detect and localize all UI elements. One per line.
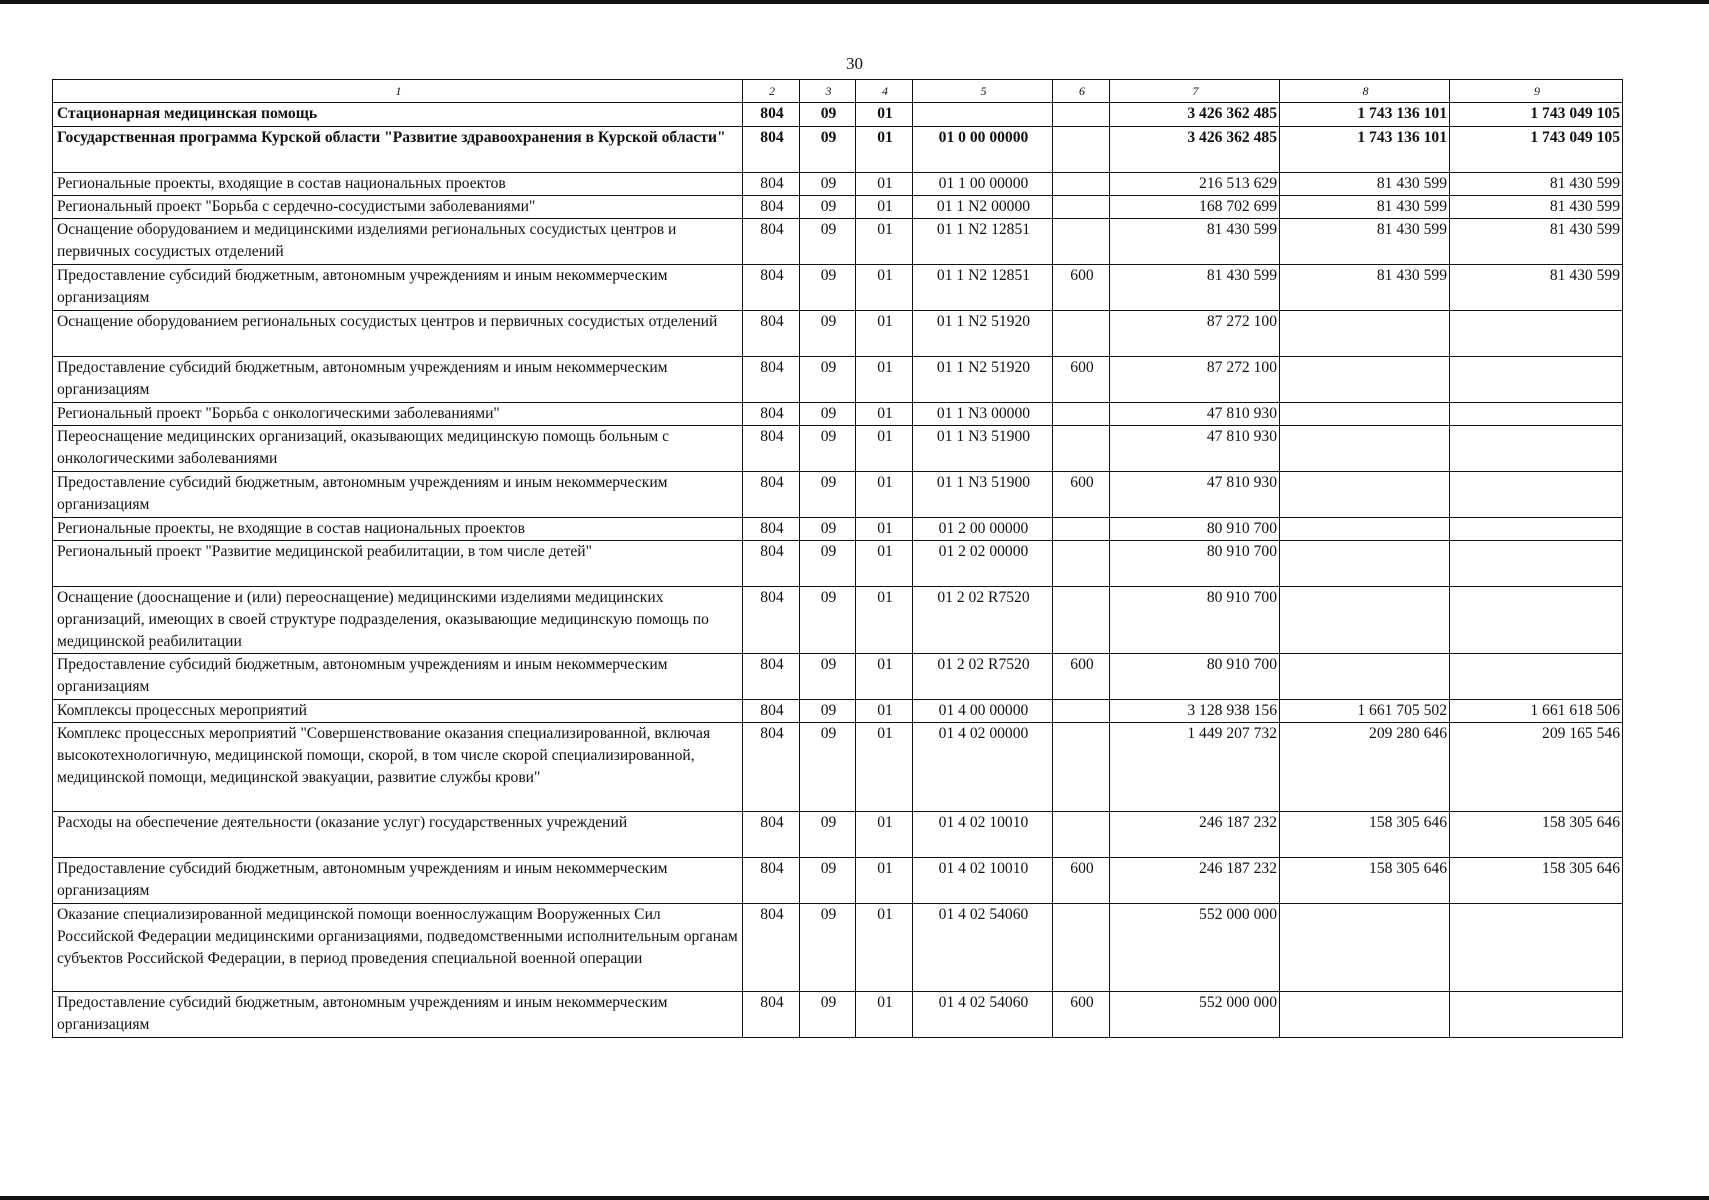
table-row xyxy=(53,196,1623,219)
column-number: 9 xyxy=(1450,80,1623,103)
amount-col7: 1 449 207 732 xyxy=(1110,723,1280,812)
table-row xyxy=(53,587,1623,654)
amount-col9: 1 661 618 506 xyxy=(1450,700,1623,723)
row-name: Государственная программа Курской области "Развитие здравоохранения в Курской области" xyxy=(53,127,743,173)
subsection-code: 01 xyxy=(856,472,913,518)
row-name: Региональный проект "Развитие медицинской реабилитации, в том числе детей" xyxy=(53,541,743,587)
amount-col8: 158 305 646 xyxy=(1280,812,1450,858)
section-code: 09 xyxy=(800,904,856,992)
column-number-row xyxy=(53,80,1623,103)
grbs-code: 804 xyxy=(743,196,800,219)
section-code: 09 xyxy=(800,992,856,1038)
amount-col7: 246 187 232 xyxy=(1110,858,1280,904)
amount-col8: 1 661 705 502 xyxy=(1280,700,1450,723)
expense-type-code xyxy=(1053,700,1110,723)
amount-col7: 80 910 700 xyxy=(1110,654,1280,700)
grbs-code: 804 xyxy=(743,812,800,858)
table-row xyxy=(53,103,1623,127)
subsection-code: 01 xyxy=(856,904,913,992)
target-article-code: 01 4 02 10010 xyxy=(913,812,1053,858)
amount-col7: 216 513 629 xyxy=(1110,173,1280,196)
expense-type-code xyxy=(1053,403,1110,426)
amount-col9 xyxy=(1450,403,1623,426)
grbs-code: 804 xyxy=(743,700,800,723)
amount-col9: 81 430 599 xyxy=(1450,265,1623,311)
subsection-code: 01 xyxy=(856,992,913,1038)
expense-type-code xyxy=(1053,311,1110,357)
table-row xyxy=(53,173,1623,196)
table-row xyxy=(53,541,1623,587)
expense-type-code: 600 xyxy=(1053,357,1110,403)
column-number: 6 xyxy=(1053,80,1110,103)
amount-col7: 80 910 700 xyxy=(1110,541,1280,587)
amount-col7: 552 000 000 xyxy=(1110,904,1280,992)
amount-col8 xyxy=(1280,587,1450,654)
subsection-code: 01 xyxy=(856,196,913,219)
row-name: Расходы на обеспечение деятельности (оказание услуг) государственных учреждений xyxy=(53,812,743,858)
grbs-code: 804 xyxy=(743,904,800,992)
amount-col9 xyxy=(1450,992,1623,1038)
subsection-code: 01 xyxy=(856,723,913,812)
amount-col7: 552 000 000 xyxy=(1110,992,1280,1038)
amount-col8 xyxy=(1280,403,1450,426)
row-name: Региональный проект "Борьба с онкологическими заболеваниями" xyxy=(53,403,743,426)
expense-type-code xyxy=(1053,904,1110,992)
column-number: 8 xyxy=(1280,80,1450,103)
target-article-code: 01 1 N3 51900 xyxy=(913,426,1053,472)
row-name: Стационарная медицинская помощь xyxy=(53,103,743,127)
page-number: 30 xyxy=(846,54,863,73)
table-row xyxy=(53,472,1623,518)
row-name: Предоставление субсидий бюджетным, автономным учреждениям и иным некоммерческим организациям xyxy=(53,654,743,700)
grbs-code: 804 xyxy=(743,992,800,1038)
amount-col8: 158 305 646 xyxy=(1280,858,1450,904)
amount-col8 xyxy=(1280,426,1450,472)
table-row xyxy=(53,403,1623,426)
grbs-code: 804 xyxy=(743,518,800,541)
expense-type-code xyxy=(1053,518,1110,541)
section-code: 09 xyxy=(800,196,856,219)
expense-type-code xyxy=(1053,426,1110,472)
grbs-code: 804 xyxy=(743,103,800,127)
expense-type-code xyxy=(1053,812,1110,858)
table-row xyxy=(53,219,1623,265)
section-code: 09 xyxy=(800,472,856,518)
section-code: 09 xyxy=(800,858,856,904)
row-name: Оказание специализированной медицинской помощи военнослужащим Вооруженных Сил Российской Федерации медицинскими организациями, подведомственными исполнительным органам субъектов Российской Федерации, в период проведения специальной военной операции xyxy=(53,904,743,992)
subsection-code: 01 xyxy=(856,654,913,700)
row-name: Предоставление субсидий бюджетным, автономным учреждениям и иным некоммерческим организациям xyxy=(53,265,743,311)
section-code: 09 xyxy=(800,311,856,357)
expense-type-code: 600 xyxy=(1053,472,1110,518)
subsection-code: 01 xyxy=(856,403,913,426)
target-article-code: 01 4 02 54060 xyxy=(913,992,1053,1038)
section-code: 09 xyxy=(800,219,856,265)
table-row xyxy=(53,858,1623,904)
column-number: 1 xyxy=(53,80,743,103)
amount-col8 xyxy=(1280,992,1450,1038)
table-row xyxy=(53,265,1623,311)
section-code: 09 xyxy=(800,403,856,426)
amount-col7: 47 810 930 xyxy=(1110,472,1280,518)
target-article-code: 01 4 00 00000 xyxy=(913,700,1053,723)
expense-type-code: 600 xyxy=(1053,992,1110,1038)
subsection-code: 01 xyxy=(856,127,913,173)
row-name: Оснащение оборудованием региональных сосудистых центров и первичных сосудистых отделений xyxy=(53,311,743,357)
section-code: 09 xyxy=(800,541,856,587)
amount-col8: 81 430 599 xyxy=(1280,196,1450,219)
target-article-code: 01 1 N2 12851 xyxy=(913,265,1053,311)
scan-border-bottom xyxy=(0,1196,1709,1200)
expense-type-code xyxy=(1053,219,1110,265)
expense-type-code xyxy=(1053,587,1110,654)
grbs-code: 804 xyxy=(743,173,800,196)
target-article-code: 01 1 N2 51920 xyxy=(913,357,1053,403)
amount-col7: 87 272 100 xyxy=(1110,357,1280,403)
amount-col8 xyxy=(1280,654,1450,700)
table-row xyxy=(53,127,1623,173)
grbs-code: 804 xyxy=(743,426,800,472)
table-row xyxy=(53,357,1623,403)
subsection-code: 01 xyxy=(856,700,913,723)
row-name: Предоставление субсидий бюджетным, автономным учреждениям и иным некоммерческим организациям xyxy=(53,858,743,904)
table-row xyxy=(53,812,1623,858)
table-row xyxy=(53,992,1623,1038)
section-code: 09 xyxy=(800,723,856,812)
amount-col7: 81 430 599 xyxy=(1110,265,1280,311)
amount-col9 xyxy=(1450,541,1623,587)
amount-col9 xyxy=(1450,587,1623,654)
row-name: Региональный проект "Борьба с сердечно-сосудистыми заболеваниями" xyxy=(53,196,743,219)
amount-col8 xyxy=(1280,357,1450,403)
row-name: Комплекс процессных мероприятий "Совершенствование оказания специализированной, включая высокотехнологичную, медицинской помощи, скорой, в том числе скорой специализированной, медицинской помощи, медицинской эвакуации, развитие службы крови" xyxy=(53,723,743,812)
subsection-code: 01 xyxy=(856,311,913,357)
amount-col9 xyxy=(1450,904,1623,992)
row-name: Комплексы процессных мероприятий xyxy=(53,700,743,723)
table-row xyxy=(53,426,1623,472)
amount-col8 xyxy=(1280,518,1450,541)
amount-col9: 1 743 049 105 xyxy=(1450,127,1623,173)
grbs-code: 804 xyxy=(743,654,800,700)
amount-col9: 1 743 049 105 xyxy=(1450,103,1623,127)
expense-type-code xyxy=(1053,127,1110,173)
amount-col9: 158 305 646 xyxy=(1450,858,1623,904)
amount-col8: 81 430 599 xyxy=(1280,219,1450,265)
amount-col9: 209 165 546 xyxy=(1450,723,1623,812)
grbs-code: 804 xyxy=(743,265,800,311)
grbs-code: 804 xyxy=(743,541,800,587)
amount-col8 xyxy=(1280,311,1450,357)
amount-col9: 158 305 646 xyxy=(1450,812,1623,858)
section-code: 09 xyxy=(800,812,856,858)
subsection-code: 01 xyxy=(856,587,913,654)
subsection-code: 01 xyxy=(856,858,913,904)
amount-col8 xyxy=(1280,541,1450,587)
amount-col9 xyxy=(1450,426,1623,472)
expense-type-code xyxy=(1053,173,1110,196)
section-code: 09 xyxy=(800,700,856,723)
amount-col8 xyxy=(1280,472,1450,518)
section-code: 09 xyxy=(800,587,856,654)
target-article-code: 01 2 02 00000 xyxy=(913,541,1053,587)
grbs-code: 804 xyxy=(743,127,800,173)
amount-col8: 1 743 136 101 xyxy=(1280,127,1450,173)
target-article-code: 01 0 00 00000 xyxy=(913,127,1053,173)
amount-col7: 80 910 700 xyxy=(1110,587,1280,654)
target-article-code: 01 2 00 00000 xyxy=(913,518,1053,541)
target-article-code: 01 2 02 R7520 xyxy=(913,587,1053,654)
expense-type-code xyxy=(1053,103,1110,127)
row-name: Предоставление субсидий бюджетным, автономным учреждениям и иным некоммерческим организациям xyxy=(53,472,743,518)
amount-col7: 87 272 100 xyxy=(1110,311,1280,357)
table-row xyxy=(53,654,1623,700)
target-article-code: 01 1 N2 12851 xyxy=(913,219,1053,265)
subsection-code: 01 xyxy=(856,426,913,472)
grbs-code: 804 xyxy=(743,587,800,654)
section-code: 09 xyxy=(800,518,856,541)
subsection-code: 01 xyxy=(856,541,913,587)
target-article-code: 01 1 00 00000 xyxy=(913,173,1053,196)
column-number: 7 xyxy=(1110,80,1280,103)
target-article-code: 01 4 02 10010 xyxy=(913,858,1053,904)
subsection-code: 01 xyxy=(856,173,913,196)
amount-col7: 246 187 232 xyxy=(1110,812,1280,858)
grbs-code: 804 xyxy=(743,858,800,904)
column-number: 5 xyxy=(913,80,1053,103)
grbs-code: 804 xyxy=(743,311,800,357)
grbs-code: 804 xyxy=(743,723,800,812)
subsection-code: 01 xyxy=(856,518,913,541)
expense-type-code xyxy=(1053,723,1110,812)
amount-col7: 80 910 700 xyxy=(1110,518,1280,541)
row-name: Региональные проекты, входящие в состав национальных проектов xyxy=(53,173,743,196)
amount-col7: 81 430 599 xyxy=(1110,219,1280,265)
target-article-code: 01 1 N3 51900 xyxy=(913,472,1053,518)
amount-col9: 81 430 599 xyxy=(1450,219,1623,265)
grbs-code: 804 xyxy=(743,403,800,426)
amount-col9 xyxy=(1450,311,1623,357)
amount-col7: 3 128 938 156 xyxy=(1110,700,1280,723)
amount-col8: 1 743 136 101 xyxy=(1280,103,1450,127)
column-number: 4 xyxy=(856,80,913,103)
budget-table xyxy=(52,79,1623,1038)
grbs-code: 804 xyxy=(743,357,800,403)
section-code: 09 xyxy=(800,127,856,173)
column-number: 3 xyxy=(800,80,856,103)
row-name: Предоставление субсидий бюджетным, автономным учреждениям и иным некоммерческим организациям xyxy=(53,357,743,403)
amount-col9 xyxy=(1450,357,1623,403)
table-row xyxy=(53,311,1623,357)
row-name: Оснащение оборудованием и медицинскими изделиями региональных сосудистых центров и первичных сосудистых отделений xyxy=(53,219,743,265)
grbs-code: 804 xyxy=(743,472,800,518)
row-name: Предоставление субсидий бюджетным, автономным учреждениям и иным некоммерческим организациям xyxy=(53,992,743,1038)
target-article-code: 01 1 N2 00000 xyxy=(913,196,1053,219)
section-code: 09 xyxy=(800,103,856,127)
subsection-code: 01 xyxy=(856,265,913,311)
amount-col7: 3 426 362 485 xyxy=(1110,103,1280,127)
amount-col8 xyxy=(1280,904,1450,992)
expense-type-code: 600 xyxy=(1053,265,1110,311)
target-article-code: 01 4 02 00000 xyxy=(913,723,1053,812)
expense-type-code: 600 xyxy=(1053,654,1110,700)
section-code: 09 xyxy=(800,426,856,472)
row-name: Региональные проекты, не входящие в состав национальных проектов xyxy=(53,518,743,541)
section-code: 09 xyxy=(800,654,856,700)
amount-col8: 81 430 599 xyxy=(1280,265,1450,311)
target-article-code: 01 2 02 R7520 xyxy=(913,654,1053,700)
subsection-code: 01 xyxy=(856,219,913,265)
amount-col7: 3 426 362 485 xyxy=(1110,127,1280,173)
row-name: Переоснащение медицинских организаций, оказывающих медицинскую помощь больным с онкологическими заболеваниями xyxy=(53,426,743,472)
amount-col7: 168 702 699 xyxy=(1110,196,1280,219)
amount-col8: 81 430 599 xyxy=(1280,173,1450,196)
column-number: 2 xyxy=(743,80,800,103)
row-name: Оснащение (дооснащение и (или) переоснащение) медицинскими изделиями медицинских организаций, имеющих в своей структуре подразделения, оказывающие медицинскую помощь по медицинской реабилитации xyxy=(53,587,743,654)
amount-col7: 47 810 930 xyxy=(1110,426,1280,472)
expense-type-code: 600 xyxy=(1053,858,1110,904)
table-row xyxy=(53,904,1623,992)
section-code: 09 xyxy=(800,173,856,196)
target-article-code: 01 1 N3 00000 xyxy=(913,403,1053,426)
table-body xyxy=(53,80,1623,1038)
grbs-code: 804 xyxy=(743,219,800,265)
subsection-code: 01 xyxy=(856,357,913,403)
table-row xyxy=(53,700,1623,723)
expense-type-code xyxy=(1053,196,1110,219)
target-article-code xyxy=(913,103,1053,127)
scan-border-top xyxy=(0,0,1709,4)
amount-col9 xyxy=(1450,518,1623,541)
subsection-code: 01 xyxy=(856,103,913,127)
table-row xyxy=(53,518,1623,541)
amount-col7: 47 810 930 xyxy=(1110,403,1280,426)
amount-col9 xyxy=(1450,472,1623,518)
section-code: 09 xyxy=(800,265,856,311)
target-article-code: 01 4 02 54060 xyxy=(913,904,1053,992)
amount-col8: 209 280 646 xyxy=(1280,723,1450,812)
table-row xyxy=(53,723,1623,812)
section-code: 09 xyxy=(800,357,856,403)
amount-col9 xyxy=(1450,654,1623,700)
expense-type-code xyxy=(1053,541,1110,587)
amount-col9: 81 430 599 xyxy=(1450,196,1623,219)
subsection-code: 01 xyxy=(856,812,913,858)
target-article-code: 01 1 N2 51920 xyxy=(913,311,1053,357)
amount-col9: 81 430 599 xyxy=(1450,173,1623,196)
